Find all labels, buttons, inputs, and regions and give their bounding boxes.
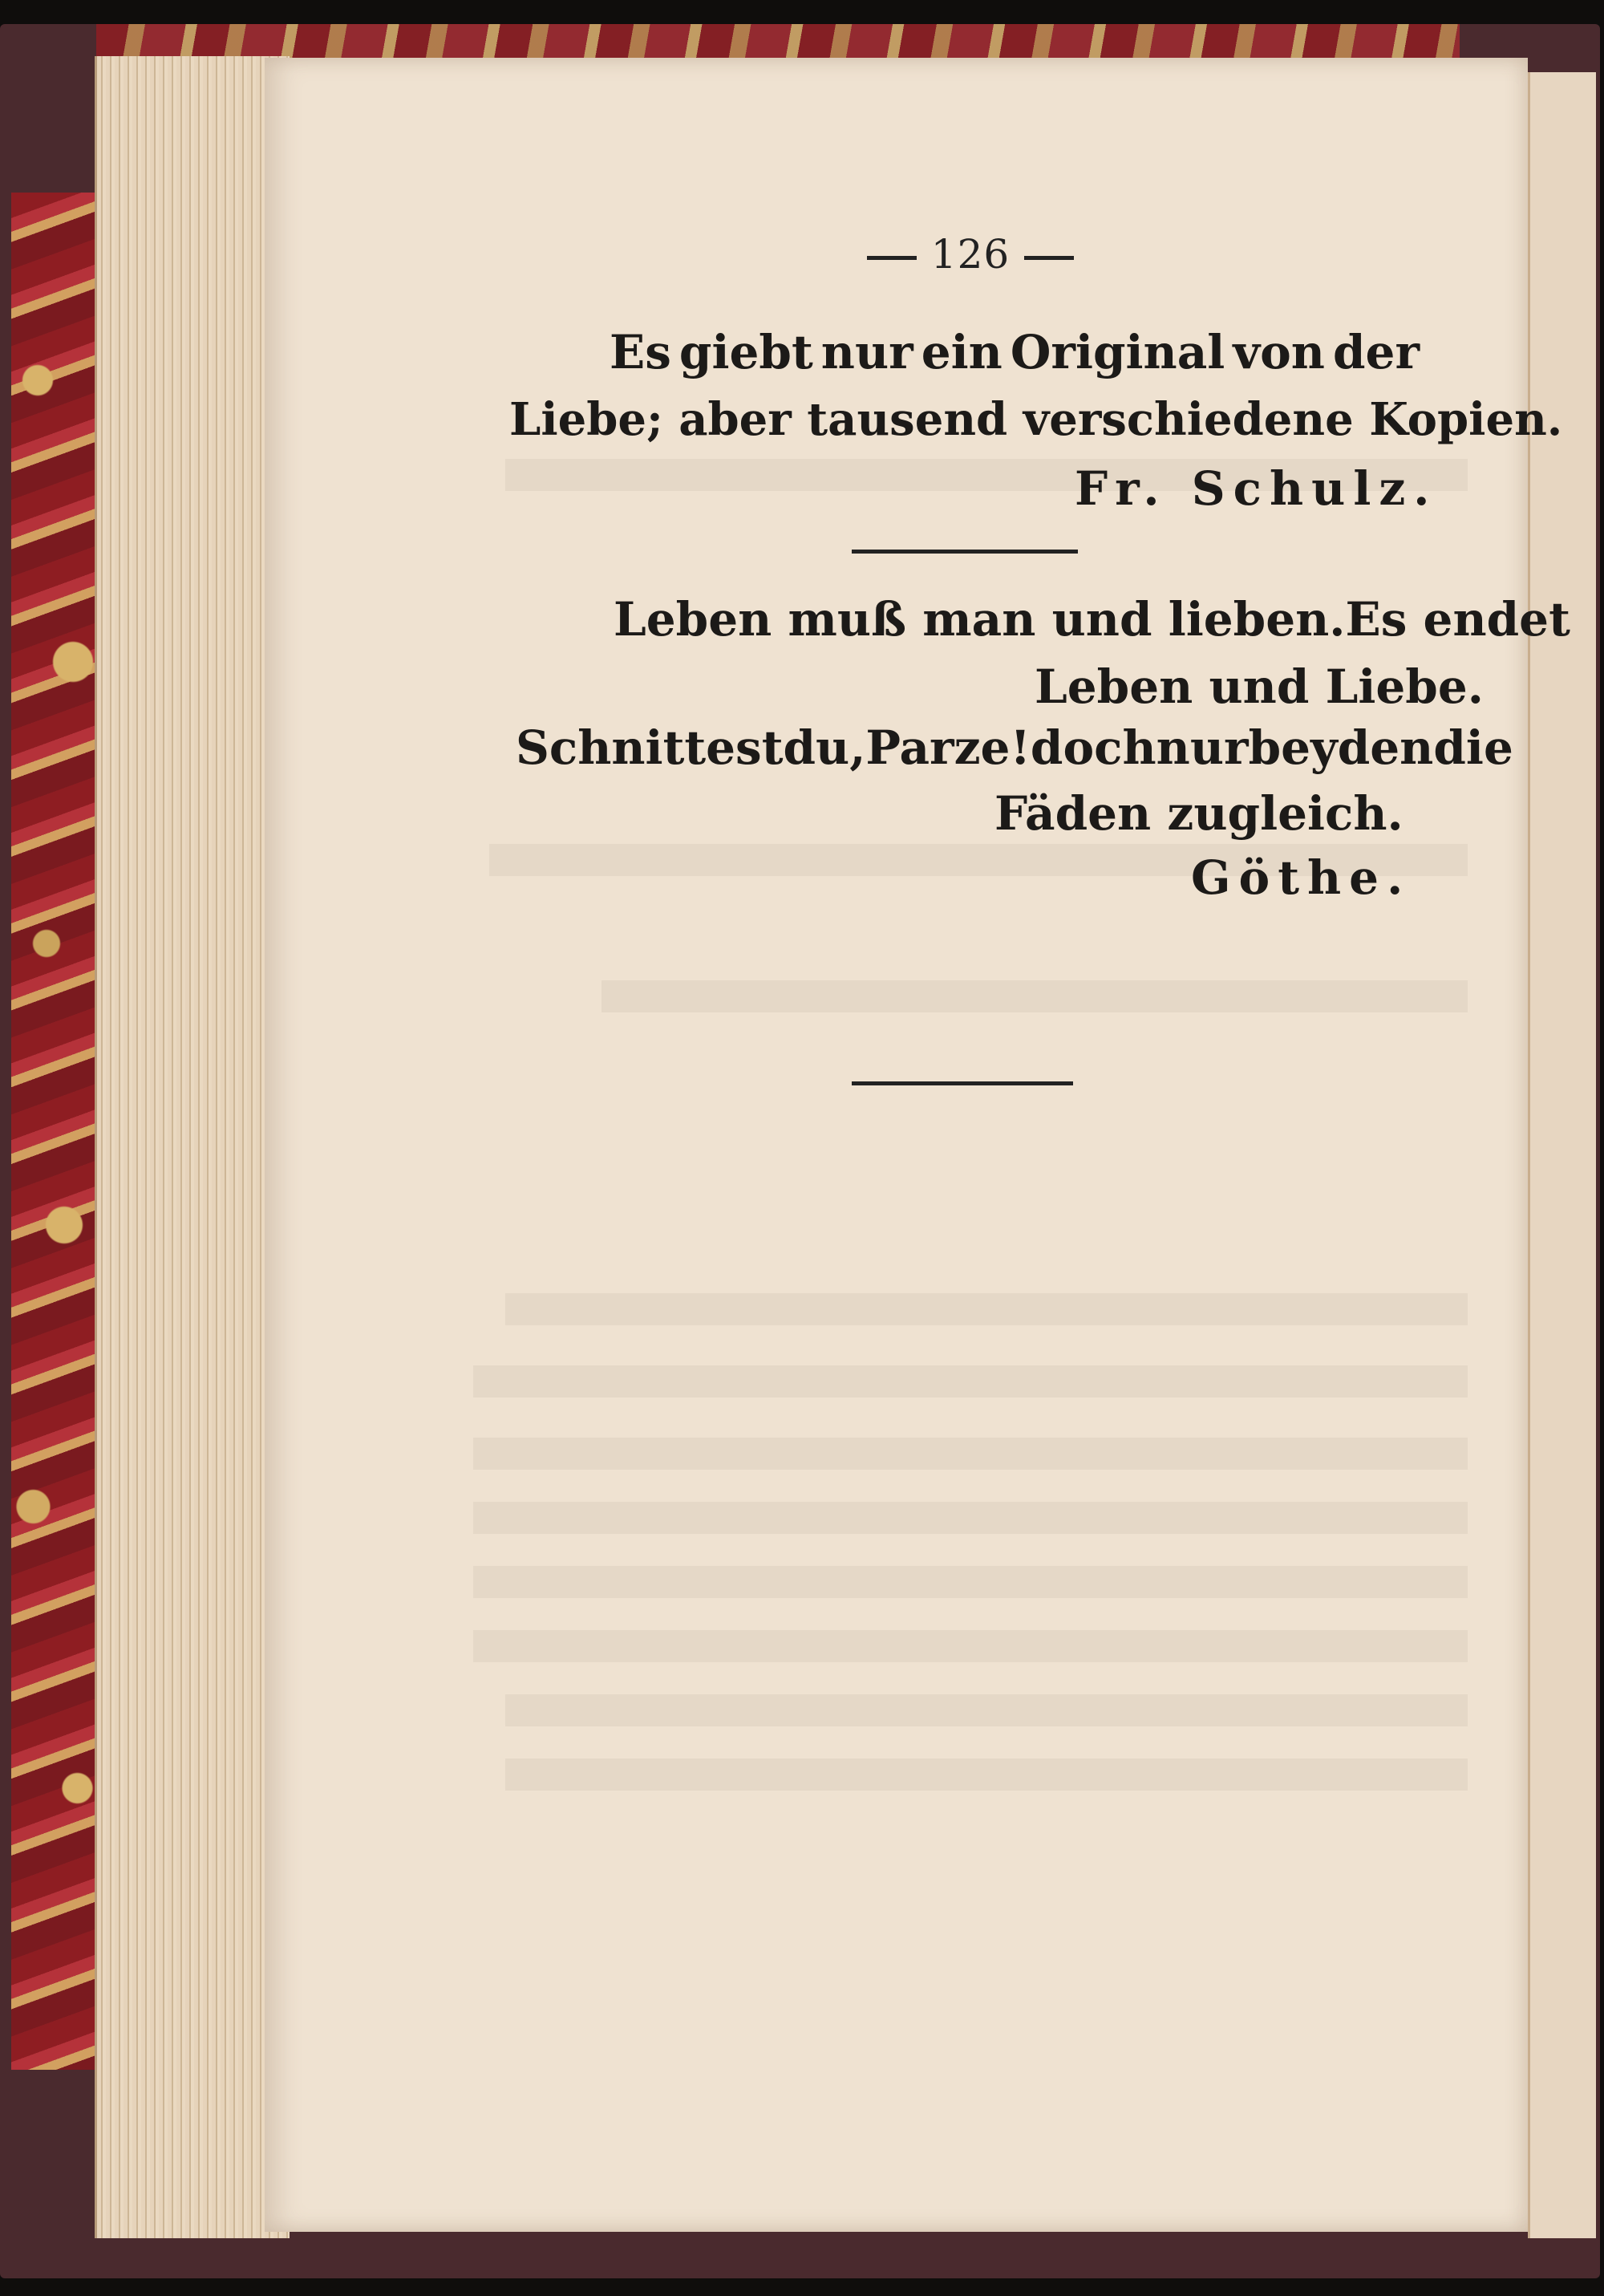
quote2-author: Göthe. xyxy=(1191,850,1412,905)
page-number-text: 126 xyxy=(930,231,1011,278)
quote2-line1-text: Leben muß man und lieben. xyxy=(614,592,1346,647)
quote2-line4: Fäden zugleich. xyxy=(994,786,1404,841)
word: beyden xyxy=(1248,720,1434,775)
dash-left xyxy=(867,256,917,260)
word: giebt xyxy=(678,325,813,379)
word: doch xyxy=(1030,720,1156,775)
word: Schnittest xyxy=(516,720,784,775)
quote2-line1 xyxy=(614,592,1570,647)
quote1-author: Fr. Schulz. xyxy=(1075,461,1438,516)
word: von xyxy=(1233,325,1325,379)
word: die xyxy=(1433,720,1513,775)
quote2-line1-end: Es endet xyxy=(1345,592,1570,647)
word: nur xyxy=(1156,720,1249,775)
word: du, xyxy=(783,720,866,775)
word: ein xyxy=(921,325,1003,379)
quote2-line3 xyxy=(516,720,1513,775)
word: Parze! xyxy=(865,720,1031,775)
book-page xyxy=(265,58,1528,2232)
quote1-line2: Liebe; aber tausend verschiedene Kopien. xyxy=(509,393,1563,446)
marbled-endpaper xyxy=(11,193,104,2070)
divider-1 xyxy=(852,550,1078,554)
page-number xyxy=(826,231,1115,278)
quote2-line2: Leben und Liebe. xyxy=(1035,659,1484,714)
divider-2 xyxy=(852,1081,1073,1085)
dash-right xyxy=(1024,256,1074,260)
word: Es xyxy=(610,325,671,379)
word: der xyxy=(1332,325,1420,379)
quote1-line1 xyxy=(610,325,1420,379)
page-block-edges xyxy=(95,56,290,2238)
word: nur xyxy=(820,325,913,379)
word: Original xyxy=(1010,325,1225,379)
